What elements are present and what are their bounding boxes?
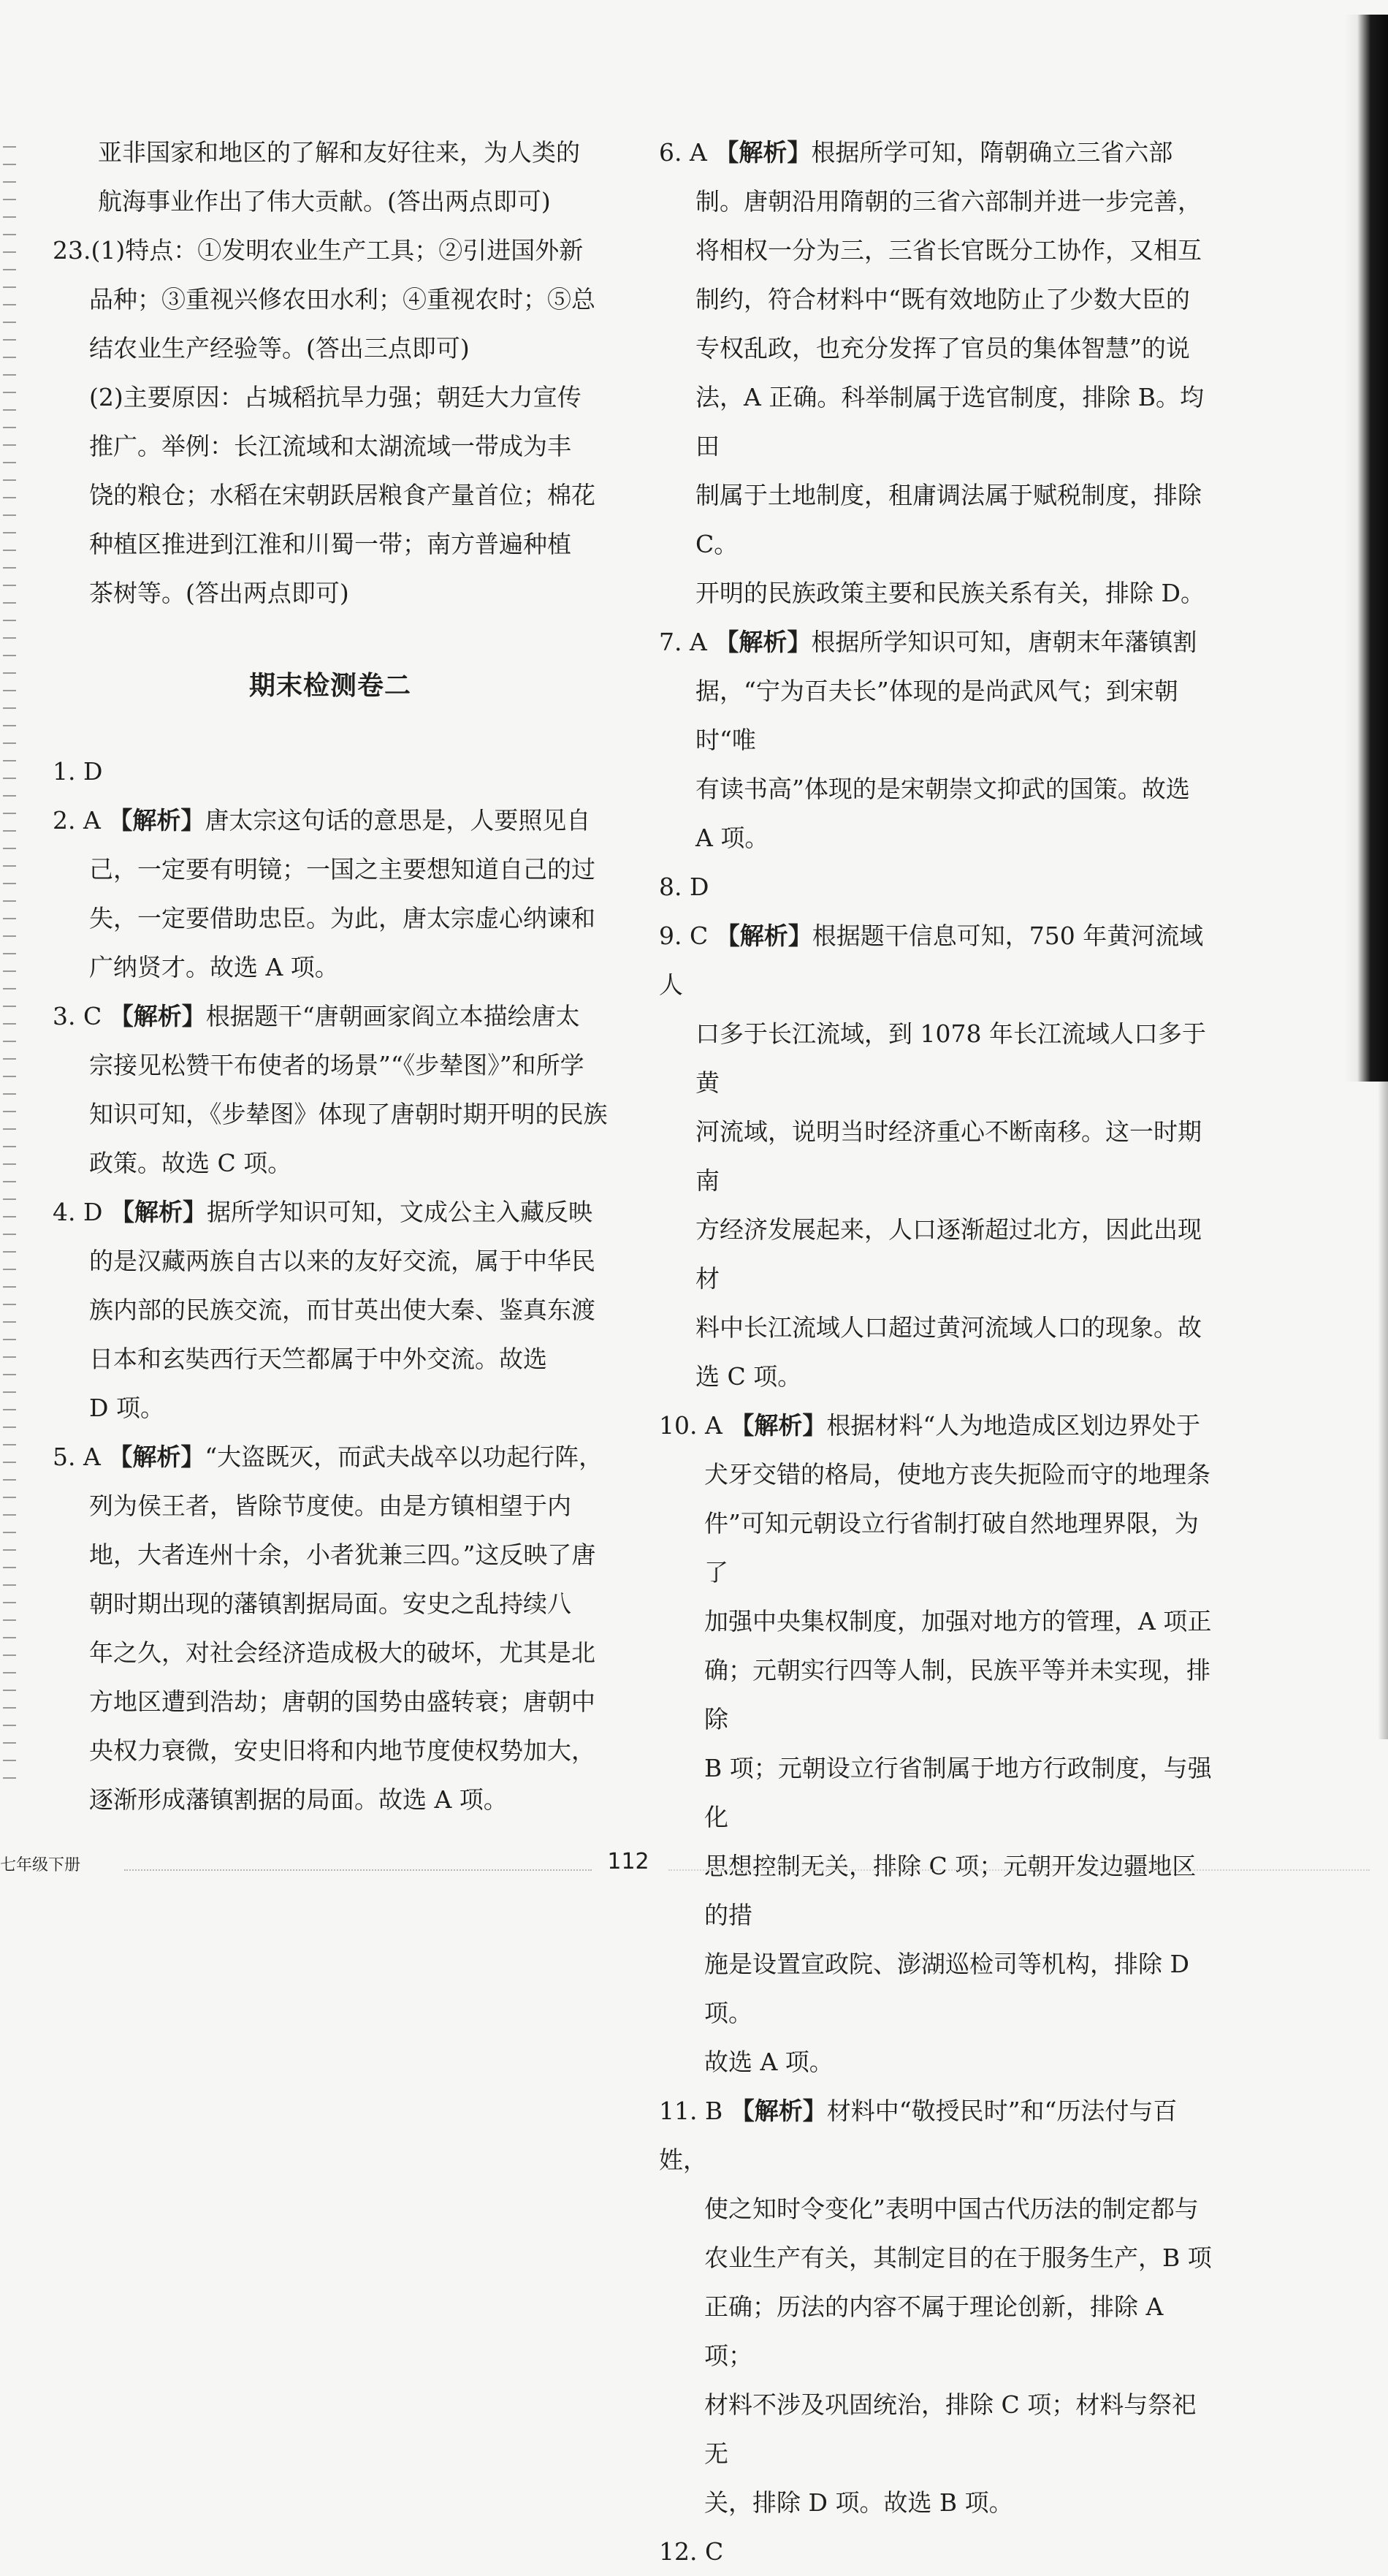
page-number: 112 [607, 1849, 649, 1874]
q2-line-3: 失，一定要借助忠臣。为此，唐太宗虚心纳谏和 [89, 904, 595, 932]
q11-line-4: 正确；历法的内容不属于理论创新，排除 A 项； [704, 2292, 1164, 2370]
q11-line-6: 关，排除 D 项。故选 B 项。 [704, 2488, 1013, 2517]
q1-answer: 1. D [53, 757, 103, 786]
q7-line-2: 据，“宁为百夫长”体现的是尚武风气；到宋朝时“唯 [695, 677, 1178, 754]
q4-line-1: 4. D 【解析】据所学知识可知，文成公主入藏反映 [53, 1198, 592, 1226]
q11-line-3: 农业生产有关，其制定目的在于服务生产，B 项 [704, 2243, 1212, 2272]
q5-line-7: 央权力衰微，安史旧将和内地节度使权势加大， [89, 1736, 595, 1765]
q4-line-2: 的是汉藏两族自古以来的友好交流，属于中华民 [89, 1247, 595, 1275]
q5-line-3: 地，大者连州十余，小者犹兼三四。”这反映了唐 [89, 1540, 596, 1569]
q10-line-2: 犬牙交错的格局，使地方丧失扼险而守的地理条 [704, 1460, 1210, 1489]
q23-number: 23. [53, 236, 91, 265]
q4-line-3: 族内部的民族交流，而甘英出使大秦、鉴真东渡 [89, 1296, 595, 1324]
q9-line-4: 方经济发展起来，人口逐渐超过北方，因此出现材 [695, 1215, 1202, 1293]
q3-line-3: 知识可知，《步辇图》体现了唐朝时期开明的民族 [89, 1100, 608, 1128]
q5-line-5: 年之久，对社会经济造成极大的破坏，尤其是北 [89, 1638, 595, 1667]
q23-part2-line-5: 茶树等。(答出两点即可) [89, 579, 349, 607]
q10-line-8: 施是设置宣政院、澎湖巡检司等机构，排除 D 项。 [704, 1950, 1189, 2027]
analysis-label: 【解析】 [730, 2097, 827, 2125]
q23-part2-line-4: 种植区推进到江淮和川蜀一带；南方普遍种植 [89, 530, 571, 558]
q8-answer: 8. D [659, 873, 709, 901]
q5-line-4: 朝时期出现的藩镇割据局面。安史之乱持续八 [89, 1589, 571, 1618]
q10-line-5: 确；元朝实行四等人制，民族平等并未实现，排除 [704, 1656, 1210, 1733]
scan-edge-shadow [1344, 15, 1388, 1082]
q12-answer: 12. C [659, 2537, 724, 2566]
q5-line-8: 逐渐形成藩镇割据的局面。故选 A 项。 [89, 1785, 508, 1814]
q10-line-7: 思想控制无关，排除 C 项；元朝开发边疆地区的措 [704, 1852, 1197, 1929]
analysis-label: 【解析】 [108, 806, 205, 835]
q10-line-4: 加强中央集权制度，加强对地方的管理，A 项正 [704, 1607, 1212, 1635]
q4-line-5: D 项。 [89, 1394, 164, 1422]
analysis-label: 【解析】 [715, 922, 812, 950]
q11-line-5: 材料不涉及巩固统治，排除 C 项；材料与祭祀无 [704, 2390, 1197, 2468]
analysis-label: 【解析】 [110, 1198, 207, 1226]
footer-dotted-rule-right [668, 1869, 1370, 1871]
q11-line-1: 11. B 【解析】材料中“敬授民时”和“历法付与百姓， [659, 2097, 1178, 2174]
q7-line-4: A 项。 [695, 824, 769, 852]
q23-line-1: 23.(1)特点：①发明农业生产工具；②引进国外新 [53, 236, 584, 265]
q23-line-2: 品种；③重视兴修农田水利；④重视农时；⑤总 [89, 285, 595, 314]
q3-line-1: 3. C 【解析】根据题干“唐朝画家阎立本描绘唐太 [53, 1002, 580, 1030]
q9-line-5: 料中长江流域人口超过黄河流域人口的现象。故 [695, 1313, 1202, 1342]
q9-line-3: 河流域，说明当时经济重心不断南移。这一时期南 [695, 1117, 1202, 1195]
section-title: 期末检测卷二 [248, 671, 411, 701]
q6-line-2: 制。唐朝沿用隋朝的三省六部制并进一步完善， [695, 187, 1202, 216]
q2-line-4: 广纳贤才。故选 A 项。 [89, 953, 339, 981]
q6-line-8: 开明的民族政策主要和民族关系有关，排除 D。 [695, 579, 1205, 607]
q10-line-3: 件”可知元朝设立行省制打破自然地理界限，为了 [704, 1509, 1199, 1587]
q9-line-2: 口多于长江流域，到 1078 年长江流域人口多于黄 [695, 1019, 1206, 1097]
q4-line-4: 日本和玄奘西行天竺都属于中外交流。故选 [89, 1345, 547, 1373]
q3-line-2: 宗接见松赞干布使者的场景”“《步辇图》”和所学 [89, 1051, 584, 1079]
q2-line-1: 2. A 【解析】唐太宗这句话的意思是，人要照见自 [53, 806, 591, 835]
q7-line-1: 7. A 【解析】根据所学知识可知，唐朝末年藩镇割 [659, 628, 1197, 656]
q6-line-7: 制属于土地制度，租庸调法属于赋税制度，排除 C。 [695, 481, 1202, 558]
analysis-label: 【解析】 [109, 1002, 206, 1030]
footer-dotted-rule [124, 1869, 592, 1871]
left-column [53, 128, 608, 1824]
q23-part2-line-3: 饶的粮仓；水稻在宋朝跃居粮食产量首位；棉花 [89, 481, 595, 509]
q22-continuation-line-2: 航海事业作出了伟大贡献。(答出两点即可) [98, 187, 551, 216]
q23-line-3: 结农业生产经验等。(答出三点即可) [89, 334, 470, 362]
binding-margin-ticks [3, 132, 16, 1783]
q2-line-2: 己，一定要有明镜；一国之主要想知道自己的过 [89, 855, 595, 884]
q10-line-9: 故选 A 项。 [704, 2048, 834, 2076]
right-column [659, 128, 1214, 2576]
q9-line-1: 9. C 【解析】根据题干信息可知，750 年黄河流域人 [659, 922, 1204, 999]
q6-line-5: 专权乱政，也充分发挥了官员的集体智慧”的说 [695, 334, 1190, 362]
analysis-label: 【解析】 [108, 1443, 205, 1471]
q6-line-1: 6. A 【解析】根据所学可知，隋朝确立三省六部 [659, 138, 1173, 167]
analysis-label: 【解析】 [714, 138, 812, 167]
q6-line-6: 法，A 正确。科举制属于选官制度，排除 B。均田 [695, 383, 1205, 460]
q10-line-1: 10. A 【解析】根据材料“人为地造成区划边界处于 [659, 1411, 1201, 1440]
q23-part2-line-2: 推广。举例：长江流域和太湖流域一带成为丰 [89, 432, 571, 460]
grade-label: 七年级下册 [0, 1856, 81, 1874]
analysis-label: 【解析】 [714, 628, 812, 656]
q6-line-4: 制约，符合材料中“既有效地防止了少数大臣的 [695, 285, 1190, 314]
q11-line-2: 使之知时令变化”表明中国古代历法的制定都与 [704, 2195, 1199, 2223]
q22-continuation-line-1: 亚非国家和地区的了解和友好往来，为人类的 [98, 138, 580, 167]
q6-line-3: 将相权一分为三，三省长官既分工协作，又相互 [695, 236, 1202, 265]
analysis-label: 【解析】 [730, 1411, 827, 1440]
q5-line-1: 5. A 【解析】“大盗既灭，而武夫战卒以功起行阵， [53, 1443, 603, 1471]
q7-line-3: 有读书高”体现的是宋朝崇文抑武的国策。故选 [695, 775, 1190, 803]
q9-line-6: 选 C 项。 [695, 1362, 802, 1391]
q5-line-2: 列为侯王者，皆除节度使。由是方镇相望于内 [89, 1492, 571, 1520]
q23-part2-line-1: (2)主要原因：占城稻抗旱力强；朝廷大力宣传 [89, 383, 581, 411]
q5-line-6: 方地区遭到浩劫；唐朝的国势由盛转衰；唐朝中 [89, 1687, 595, 1716]
scan-edge-shadow-lower [1378, 1082, 1388, 1739]
q3-line-4: 政策。故选 C 项。 [89, 1149, 292, 1177]
q10-line-6: B 项；元朝设立行省制属于地方行政制度，与强化 [704, 1754, 1212, 1831]
